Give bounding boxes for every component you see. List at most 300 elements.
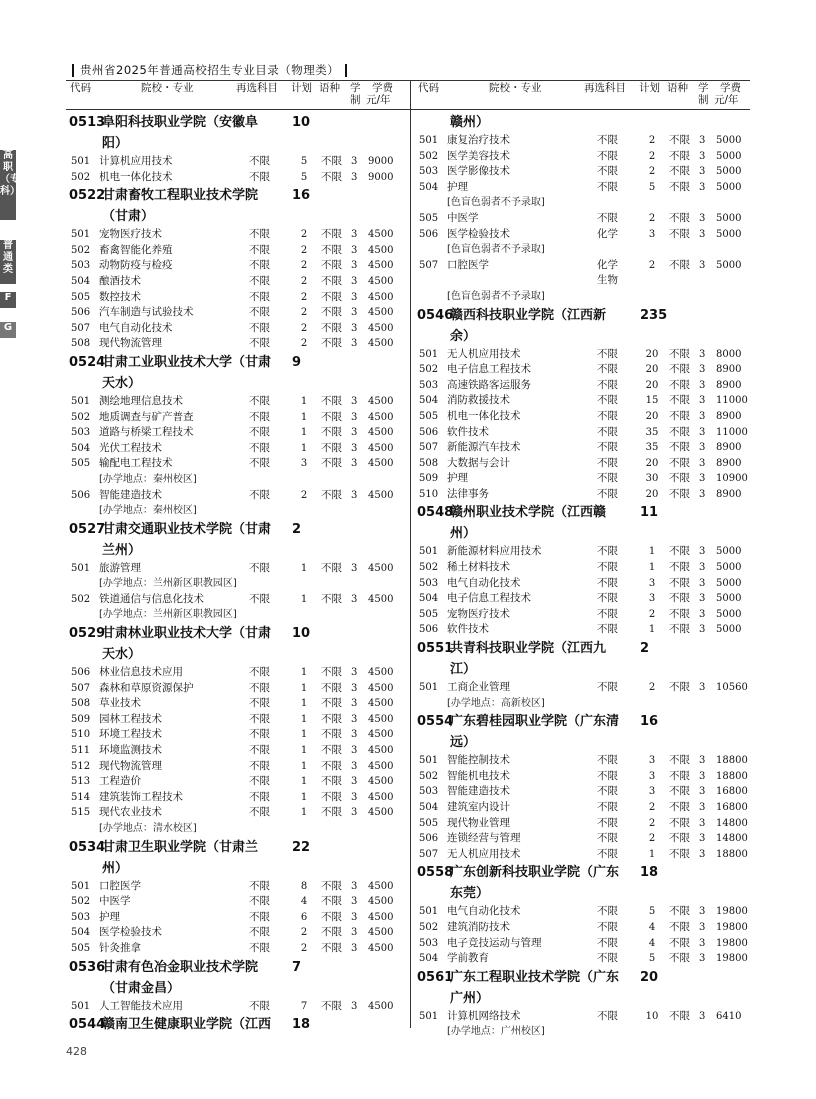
major-row	[66, 410, 410, 426]
plan-count: 3	[648, 770, 656, 782]
major-name: 输配电工程技术	[99, 457, 173, 470]
study-years: 3	[699, 953, 706, 965]
language-requirement: 不限	[669, 847, 690, 860]
tuition-fee: 10900	[716, 473, 748, 485]
plan-count: 35	[645, 426, 659, 438]
major-code: 507	[419, 442, 439, 454]
study-years: 3	[351, 911, 358, 923]
language-requirement: 不限	[321, 274, 342, 287]
major-code: 503	[71, 911, 91, 923]
school-heading	[66, 352, 410, 373]
major-row	[414, 425, 754, 441]
major-row	[66, 394, 410, 410]
major-row	[414, 544, 754, 560]
major-row	[414, 393, 754, 409]
language-requirement: 不限	[321, 744, 342, 757]
major-code: 506	[419, 228, 439, 240]
tuition-fee: 4500	[368, 942, 394, 954]
school-name-continued: 江）	[450, 662, 477, 678]
elective-subject: 不限	[249, 274, 270, 287]
major-code: 513	[71, 776, 91, 788]
tuition-fee: 4500	[368, 442, 394, 454]
language-requirement: 不限	[321, 290, 342, 303]
plan-count: 2	[300, 927, 308, 939]
language-requirement: 不限	[669, 456, 690, 469]
major-code: 502	[419, 921, 439, 933]
tuition-fee: 5000	[716, 624, 742, 636]
tuition-fee: 4500	[368, 411, 394, 423]
major-row	[66, 456, 410, 472]
elective-subject: 不限	[597, 576, 618, 589]
school-heading	[66, 957, 410, 978]
study-years: 3	[351, 489, 358, 501]
major-code: 503	[419, 786, 439, 798]
major-row	[66, 879, 410, 895]
study-years: 3	[351, 275, 358, 287]
school-plan: 22	[292, 839, 311, 855]
study-years: 3	[699, 833, 706, 845]
plan-count: 20	[645, 488, 659, 500]
tuition-fee: 10560	[716, 682, 748, 694]
major-row	[66, 243, 410, 259]
elective-subject: 不限	[597, 816, 618, 829]
elective-subject: 不限	[597, 785, 618, 798]
language-requirement: 不限	[669, 769, 690, 782]
study-years: 3	[699, 817, 706, 829]
major-row	[414, 362, 754, 378]
elective-subject: 不限	[249, 243, 270, 256]
school-name-continued: 广州）	[450, 990, 490, 1006]
plan-count: 2	[300, 489, 308, 501]
language-requirement: 不限	[669, 754, 690, 767]
language-requirement: 不限	[669, 1009, 690, 1022]
elective-subject: 不限	[597, 847, 618, 860]
plan-count: 5	[300, 156, 308, 167]
major-row	[414, 471, 754, 487]
plan-count: 20	[645, 410, 659, 422]
tuition-fee: 5000	[716, 166, 742, 178]
study-years: 3	[699, 410, 706, 422]
tuition-fee: 6410	[716, 1010, 742, 1022]
major-row	[66, 910, 410, 926]
language-requirement: 不限	[321, 895, 342, 908]
plan-count: 2	[648, 608, 656, 620]
major-row	[66, 274, 410, 290]
study-years: 3	[351, 260, 358, 272]
tuition-fee: 4500	[368, 729, 394, 741]
tuition-fee: 16800	[716, 802, 748, 813]
major-row	[66, 561, 410, 577]
school-name-continued: （甘肃）	[102, 209, 155, 225]
plan-count: 1	[300, 729, 308, 741]
left-column	[66, 112, 410, 1035]
plan-count: 10	[645, 1010, 659, 1022]
study-years: 3	[699, 608, 706, 620]
elective-subject: 不限	[249, 394, 270, 407]
major-row	[66, 805, 410, 821]
language-requirement: 不限	[669, 545, 690, 558]
major-code: 503	[71, 260, 91, 272]
study-years: 3	[351, 395, 358, 407]
plan-count: 5	[648, 906, 656, 918]
major-code: 501	[419, 546, 439, 558]
major-name: 新能源汽车技术	[447, 441, 521, 454]
tuition-fee: 4500	[368, 791, 394, 803]
tuition-fee: 4500	[368, 593, 394, 605]
major-name: 现代物流管理	[99, 337, 162, 350]
tuition-fee: 16800	[716, 786, 748, 798]
study-years: 3	[351, 1000, 358, 1012]
campus-note: [办学地点：清水校区]	[99, 823, 197, 834]
major-row	[66, 999, 410, 1015]
elective-subject: 不限	[249, 306, 270, 319]
elective-subject: 不限	[249, 321, 270, 334]
plan-count: 3	[648, 577, 656, 589]
elective-subject: 不限	[249, 592, 270, 605]
language-requirement: 不限	[321, 910, 342, 923]
elective-subject: 不限	[597, 920, 618, 933]
major-code: 502	[71, 593, 91, 605]
school-name-continued: （甘肃金昌）	[102, 980, 181, 996]
major-code: 504	[419, 802, 439, 813]
school-name: 甘肃有色冶金职业技术学院	[102, 959, 259, 975]
school-code: 0554	[417, 714, 454, 730]
school-name: 赣南卫生健康职业学院（江西	[102, 1017, 272, 1033]
language-requirement: 不限	[669, 592, 690, 605]
plan-count: 2	[648, 212, 656, 224]
major-row	[414, 951, 754, 967]
tuition-fee: 18800	[716, 848, 748, 860]
major-name: 康复治疗技术	[447, 134, 510, 146]
school-plan: 235	[640, 307, 668, 323]
major-row	[66, 774, 410, 790]
major-name: 环境工程技术	[99, 728, 162, 741]
major-row	[66, 488, 410, 504]
plan-count: 2	[300, 244, 308, 256]
major-row	[66, 712, 410, 728]
school-heading	[414, 638, 754, 659]
elective-subject: 不限	[249, 259, 270, 272]
tuition-fee: 4500	[368, 760, 394, 772]
school-name: 赣州职业技术学院（江西赣	[450, 505, 607, 521]
tuition-fee: 19800	[716, 953, 748, 965]
major-code: 502	[419, 364, 439, 376]
side-tab-g: G	[0, 322, 16, 338]
tuition-fee: 4500	[368, 911, 394, 923]
study-years: 3	[351, 291, 358, 303]
study-years: 3	[699, 457, 706, 469]
school-name: 甘肃卫生职业学院（甘肃兰	[102, 839, 259, 855]
major-code: 509	[419, 473, 439, 485]
major-row	[66, 305, 410, 321]
major-name: 林业信息技术应用	[99, 666, 183, 679]
major-code: 503	[419, 937, 439, 949]
elective-subject: 不限	[597, 832, 618, 845]
major-name: 电气自动化技术	[99, 321, 173, 334]
study-years: 3	[351, 880, 358, 892]
major-row-continued	[414, 273, 754, 289]
plan-count: 4	[648, 921, 656, 933]
major-code: 504	[71, 442, 91, 454]
major-name: 软件技术	[447, 623, 489, 636]
side-tab-vocational: 高职（专科）	[0, 150, 16, 220]
major-row	[414, 347, 754, 363]
language-requirement: 不限	[321, 941, 342, 954]
column-header-right: 代码 院校・专业 再选科目 计划 语种 学 制 学费 元/年	[418, 82, 741, 106]
major-name: 电子竞技运动与管理	[447, 936, 542, 949]
elective-subject: 不限	[597, 623, 618, 636]
major-row	[414, 560, 754, 576]
language-requirement: 不限	[321, 561, 342, 574]
plan-count: 1	[300, 562, 308, 574]
major-name: 测绘地理信息技术	[99, 394, 183, 407]
tuition-fee: 11000	[716, 395, 748, 407]
tuition-fee: 14800	[716, 833, 748, 845]
right-column	[414, 112, 754, 1040]
major-code: 502	[71, 171, 91, 183]
elective-subject: 不限	[597, 456, 618, 469]
major-row	[66, 258, 410, 274]
major-name: 法律事务	[447, 487, 489, 500]
tuition-fee: 5000	[716, 593, 742, 605]
study-years: 3	[351, 322, 358, 334]
study-years: 3	[351, 562, 358, 574]
elective-subject: 不限	[597, 952, 618, 965]
school-plan: 18	[640, 865, 659, 881]
major-name: 汽车制造与试验技术	[99, 306, 194, 319]
plan-count: 2	[648, 166, 656, 178]
plan-count: 2	[300, 260, 308, 272]
tuition-fee: 14800	[716, 817, 748, 829]
major-name: 道路与桥梁工程技术	[99, 426, 194, 439]
tuition-fee: 4500	[368, 896, 394, 908]
study-years: 3	[699, 135, 706, 146]
tuition-fee: 4500	[368, 260, 394, 272]
elective-subject: 不限	[249, 155, 270, 167]
major-name: 建筑消防技术	[447, 920, 510, 933]
language-requirement: 不限	[669, 165, 690, 178]
tuition-fee: 4500	[368, 307, 394, 319]
tuition-fee: 8900	[716, 457, 742, 469]
major-name: 地质调查与矿产普查	[99, 410, 194, 423]
major-code: 504	[419, 181, 439, 193]
school-code: 0513	[69, 115, 106, 130]
major-name: 电气自动化技术	[447, 905, 521, 918]
campus-note: [色盲色弱者不予录取]	[447, 290, 545, 302]
major-code: 510	[71, 729, 91, 741]
tuition-fee: 5000	[716, 562, 742, 574]
school-heading	[66, 623, 410, 644]
language-requirement: 不限	[321, 321, 342, 334]
plan-count: 1	[300, 791, 308, 803]
language-requirement: 不限	[669, 816, 690, 829]
school-name: 广东工程职业技术学院（广东	[450, 969, 620, 985]
header-rule	[66, 80, 750, 81]
study-years: 3	[699, 181, 706, 193]
language-requirement: 不限	[669, 905, 690, 918]
major-code: 505	[419, 410, 439, 422]
column-header-rule	[66, 109, 750, 110]
study-years: 3	[699, 166, 706, 178]
school-name-continued: 远）	[450, 735, 477, 751]
plan-count: 1	[300, 807, 308, 819]
school-name-continued: 余）	[450, 328, 477, 344]
study-years: 3	[699, 473, 706, 485]
language-requirement: 不限	[669, 347, 690, 360]
tuition-fee: 19800	[716, 937, 748, 949]
elective-subject: 不限	[597, 134, 618, 146]
language-requirement: 不限	[669, 441, 690, 454]
elective-subject: 不限	[249, 290, 270, 303]
major-code: 504	[419, 593, 439, 605]
language-requirement: 不限	[321, 728, 342, 741]
major-name: 无人机应用技术	[447, 347, 521, 360]
plan-count: 1	[300, 593, 308, 605]
elective-subject: 化学	[597, 258, 618, 271]
study-years: 3	[351, 729, 358, 741]
major-name: 智能机电技术	[447, 769, 510, 782]
major-code: 501	[419, 755, 439, 767]
major-code: 506	[71, 307, 91, 319]
language-requirement: 不限	[669, 425, 690, 438]
tuition-fee: 5000	[716, 150, 742, 162]
plan-count: 3	[648, 593, 656, 605]
major-code: 501	[71, 880, 91, 892]
study-years: 3	[699, 624, 706, 636]
tuition-fee: 4500	[368, 927, 394, 939]
major-name: 宠物医疗技术	[99, 228, 162, 241]
study-years: 3	[351, 442, 358, 454]
plan-count: 4	[300, 896, 308, 908]
major-row	[414, 211, 754, 227]
plan-count: 20	[645, 364, 659, 376]
school-heading	[66, 519, 410, 540]
school-name-continued: 州）	[102, 860, 129, 876]
major-row	[414, 164, 754, 180]
elective-subject: 不限	[597, 769, 618, 782]
major-name: 学前教育	[447, 952, 489, 965]
study-years: 3	[351, 682, 358, 694]
language-requirement: 不限	[321, 228, 342, 241]
major-row	[414, 258, 754, 274]
plan-count: 20	[645, 457, 659, 469]
language-requirement: 不限	[321, 712, 342, 725]
language-requirement: 不限	[321, 666, 342, 679]
major-code: 501	[419, 682, 439, 694]
school-heading	[66, 837, 410, 858]
elective-subject: 不限	[597, 165, 618, 178]
major-name: 护理	[447, 472, 468, 485]
language-requirement: 不限	[669, 180, 690, 193]
school-heading	[66, 1014, 410, 1035]
major-name: 机电一体化技术	[447, 409, 521, 422]
elective-subject: 不限	[597, 180, 618, 193]
major-name: 现代农业技术	[99, 806, 162, 819]
tuition-fee: 19800	[716, 921, 748, 933]
tuition-fee: 4500	[368, 244, 394, 256]
elective-subject: 不限	[597, 754, 618, 767]
major-code: 507	[419, 259, 439, 271]
school-heading	[414, 862, 754, 883]
tuition-fee: 5000	[716, 608, 742, 620]
plan-count: 20	[645, 348, 659, 360]
school-code: 0546	[417, 307, 454, 323]
plan-count: 8	[300, 880, 308, 892]
plan-count: 1	[648, 546, 656, 558]
study-years: 3	[351, 229, 358, 241]
school-code: 0527	[69, 521, 106, 537]
major-name: 计算机应用技术	[99, 155, 173, 167]
major-code: 510	[419, 488, 439, 500]
tuition-fee: 11000	[716, 426, 748, 438]
major-name: 工程造价	[99, 775, 141, 788]
study-years: 3	[699, 348, 706, 360]
major-row	[66, 665, 410, 681]
major-name: 人工智能技术应用	[99, 999, 183, 1012]
tuition-fee: 8900	[716, 410, 742, 422]
school-plan: 2	[640, 641, 650, 657]
elective-subject: 不限	[597, 936, 618, 949]
major-name: 铁道通信与信息化技术	[99, 592, 204, 605]
elective-subject: 不限	[597, 905, 618, 918]
tuition-fee: 4500	[368, 489, 394, 501]
tuition-fee: 4500	[368, 322, 394, 334]
study-years: 3	[351, 338, 358, 350]
plan-count: 30	[645, 473, 659, 485]
elective-subject: 化学	[597, 227, 618, 240]
language-requirement: 不限	[321, 879, 342, 892]
study-years: 3	[351, 807, 358, 819]
study-years: 3	[699, 848, 706, 860]
language-requirement: 不限	[321, 681, 342, 694]
plan-count: 7	[300, 1000, 308, 1012]
major-name: 森林和草原资源保护	[99, 681, 194, 694]
major-name: 电子信息工程技术	[447, 592, 531, 605]
tuition-fee: 4500	[368, 458, 394, 470]
major-row	[414, 622, 754, 638]
major-name: 环境监测技术	[99, 744, 162, 757]
school-name: 共青科技职业学院（江西九	[450, 641, 607, 657]
language-requirement: 不限	[669, 363, 690, 376]
tuition-fee: 5000	[716, 212, 742, 224]
tuition-fee: 4500	[368, 880, 394, 892]
elective-subject: 不限	[249, 759, 270, 772]
language-requirement: 不限	[669, 801, 690, 813]
tuition-fee: 4500	[368, 713, 394, 725]
tuition-fee: 4500	[368, 338, 394, 350]
campus-note: [办学地点：秦州校区]	[99, 505, 197, 517]
school-plan: 11	[640, 505, 659, 521]
plan-count: 2	[300, 229, 308, 241]
major-name: 智能建造技术	[99, 488, 162, 501]
language-requirement: 不限	[321, 394, 342, 407]
plan-count: 1	[300, 713, 308, 725]
language-requirement: 不限	[321, 488, 342, 501]
major-code: 505	[71, 291, 91, 303]
plan-count: 2	[648, 817, 656, 829]
language-requirement: 不限	[321, 697, 342, 710]
major-name: 无人机应用技术	[447, 847, 521, 860]
study-years: 3	[699, 906, 706, 918]
school-heading	[414, 967, 754, 988]
elective-subject: 不限	[597, 347, 618, 360]
plan-count: 2	[648, 135, 656, 146]
elective-subject: 不限	[249, 712, 270, 725]
major-name: 工商企业管理	[447, 681, 510, 694]
tuition-fee: 4500	[368, 776, 394, 788]
major-row	[414, 456, 754, 472]
school-code: 0548	[417, 505, 454, 521]
